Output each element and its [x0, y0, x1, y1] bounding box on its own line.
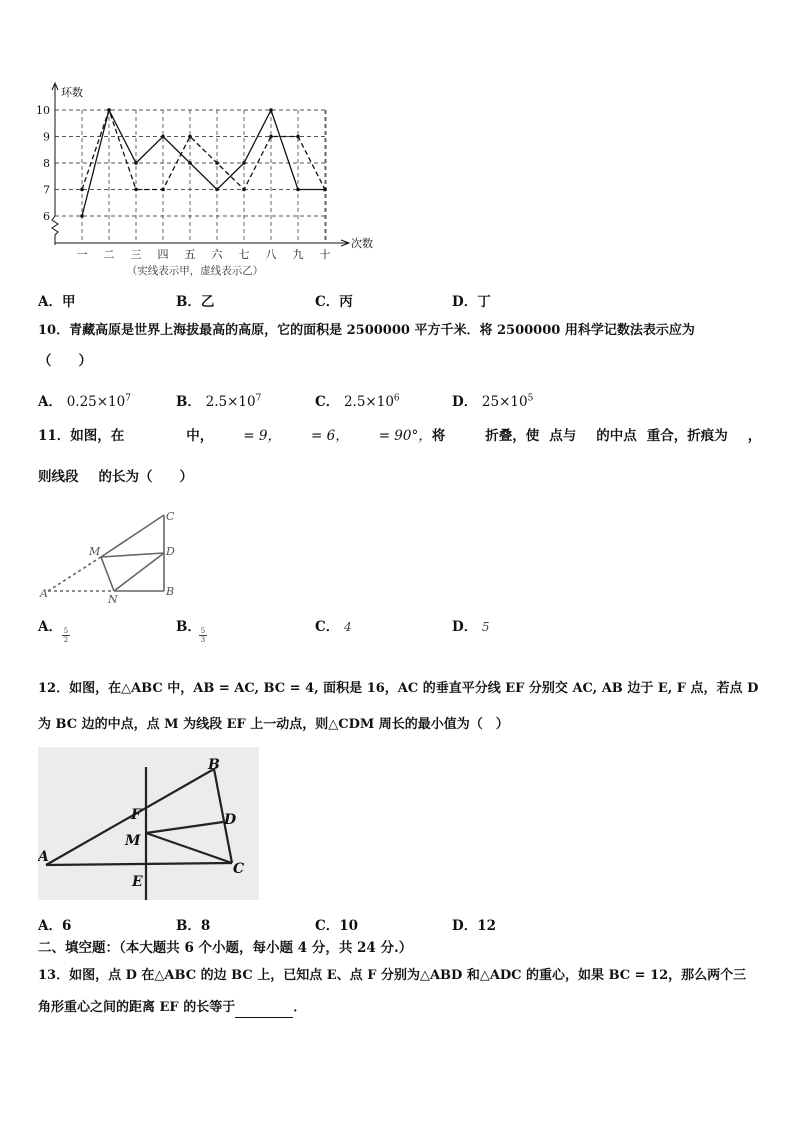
point-label-b: B: [208, 757, 220, 773]
q9-option-b[interactable]: [176, 290, 214, 310]
point-label-c: C: [233, 861, 245, 877]
data-point: [296, 135, 300, 139]
series-line-2: [82, 110, 325, 190]
x-tick-label: 四: [157, 248, 169, 261]
q12-option-c[interactable]: [315, 914, 358, 934]
data-point: [80, 188, 84, 192]
segment-cm: [101, 515, 164, 557]
q13-text: 角形重心之间的距离 EF 的长等于: [38, 1000, 236, 1015]
data-point: [215, 188, 219, 192]
q11-option-b-fraction: [199, 627, 207, 644]
option-text: 2.5×10: [343, 394, 394, 410]
option-text: 5: [481, 620, 490, 634]
fraction-denominator: 3: [200, 636, 206, 644]
q10-option-d[interactable]: [452, 390, 533, 410]
point-label-m: M: [125, 833, 141, 849]
option-exponent: 7: [125, 393, 131, 404]
q11-text: 中，: [186, 428, 214, 444]
option-letter: A．: [38, 619, 62, 635]
data-point: [134, 161, 138, 165]
point-label-a: A: [40, 587, 48, 600]
segment-md: [101, 553, 164, 557]
q11-text: 的中点: [596, 428, 637, 444]
option-text: 0.25×10: [66, 394, 126, 410]
section-title: 二、填空题：（本大题共 6 个小题，每小题 4 分，共 24 分.）: [38, 940, 413, 956]
data-point: [134, 188, 138, 192]
point-label-d: D: [224, 812, 237, 828]
data-point: [323, 188, 327, 192]
q11-math: = 6，: [311, 428, 349, 444]
q10-option-b[interactable]: [176, 390, 261, 410]
segment-am-dashed: [48, 557, 101, 591]
option-letter: C．: [315, 619, 340, 635]
q11-option-a[interactable]: [38, 615, 62, 635]
option-text: 2.5×10: [205, 394, 256, 410]
segment-ac: [46, 863, 232, 865]
option-text: 12: [477, 918, 497, 934]
x-tick-label: 三: [130, 248, 142, 261]
x-tick-label: 八: [265, 248, 277, 261]
segment-md: [146, 822, 223, 833]
data-point: [161, 188, 165, 192]
y-tick-label: 9: [43, 130, 50, 144]
q13-stem-line2: [38, 998, 306, 1018]
data-point: [107, 108, 111, 112]
q11-math: = 9，: [243, 428, 281, 444]
option-letter: A．: [38, 918, 62, 934]
option-text: 8: [200, 918, 211, 934]
option-text: 丙: [339, 294, 353, 310]
option-letter: D．: [452, 394, 478, 410]
point-label-f: F: [131, 807, 141, 823]
data-point: [215, 161, 219, 165]
q11-text: 重合，折痕为: [646, 428, 728, 444]
option-exponent: 7: [255, 393, 262, 404]
option-exponent: 5: [527, 393, 534, 404]
option-text: 10: [339, 918, 359, 934]
x-tick-label: 六: [211, 248, 223, 261]
x-tick-label: 五: [184, 248, 196, 261]
option-text: 4: [343, 620, 352, 634]
q11-math: = 90°，: [378, 428, 432, 444]
q10-option-c[interactable]: [315, 390, 400, 410]
option-letter: C．: [315, 918, 340, 934]
q9-option-d[interactable]: [452, 290, 491, 310]
q10-paren: （ ）: [38, 353, 92, 369]
q11-text: 则线段: [38, 469, 79, 485]
line-chart: [30, 80, 390, 280]
data-point: [269, 108, 273, 112]
q11-text: 11．如图，在: [38, 428, 125, 444]
option-letter: D．: [452, 294, 478, 310]
q11-stem-line2: [38, 467, 193, 487]
option-letter: D．: [452, 619, 478, 635]
q11-text: 将: [431, 428, 446, 444]
data-point: [188, 161, 192, 165]
q11-option-b[interactable]: [176, 615, 201, 635]
q12-option-d[interactable]: [452, 914, 496, 934]
option-letter: B．: [176, 918, 201, 934]
q13-stem-line1: 13．如图，点 D 在△ABC 的边 BC 上，已知点 E、点 F 分别为△ABD 和△ADC 的重心，如果 BC = 12，那么两个三: [38, 968, 747, 983]
fraction-numerator: 5: [63, 627, 69, 635]
segment-mc: [146, 833, 232, 863]
option-letter: B．: [176, 394, 201, 410]
segment-mn: [101, 557, 114, 591]
option-text: 丁: [477, 294, 491, 310]
chart-caption: （实线表示甲，虚线表示乙）: [126, 265, 264, 277]
q10-stem: 10．青藏高原是世界上海拔最高的高原，它的面积是 2500000 平方千米．将 2500000 用科学记数法表示应为: [38, 323, 695, 338]
data-point: [296, 188, 300, 192]
point-label-e: E: [132, 874, 143, 890]
q11-stem-line1: [38, 426, 761, 446]
option-text: 乙: [200, 294, 215, 310]
data-point: [80, 214, 84, 218]
option-letter: A．: [38, 394, 62, 410]
q10-option-a[interactable]: [38, 390, 131, 410]
axis-break: [52, 216, 58, 245]
data-point: [242, 188, 246, 192]
x-tick-label: 一: [76, 248, 88, 261]
q11-text: 的长为（ ）: [98, 469, 193, 485]
answer-blank[interactable]: [235, 1003, 293, 1018]
q11-option-d[interactable]: [452, 615, 490, 635]
q11-text: 折叠，使: [485, 428, 540, 444]
option-letter: C．: [315, 394, 340, 410]
fraction-numerator: 5: [200, 627, 206, 635]
x-axis-label: 次数: [351, 237, 373, 250]
data-point: [242, 161, 246, 165]
fraction-denominator: 2: [63, 636, 69, 644]
q9-option-a[interactable]: [38, 290, 75, 310]
point-label-n: N: [108, 593, 118, 605]
x-tick-label: 七: [238, 248, 250, 261]
y-axis-label: 环数: [61, 86, 83, 99]
q11-text: 点与: [549, 428, 577, 444]
x-tick-label: 九: [292, 248, 304, 261]
option-text: 甲: [61, 294, 76, 310]
q11-option-a-fraction: [62, 627, 70, 644]
point-label-c: C: [166, 510, 175, 523]
segment-nd: [114, 553, 164, 591]
data-point: [269, 135, 273, 139]
x-tick-label: 十: [319, 248, 331, 261]
option-exponent: 6: [393, 393, 400, 404]
option-letter: C．: [315, 294, 340, 310]
q12-figure-photo: [38, 747, 259, 900]
x-tick-label: 二: [103, 248, 115, 261]
segment-ab: [46, 769, 214, 865]
q12-stem-line1: 12．如图，在△ABC 中，AB = AC, BC = 4, 面积是 16，AC 的垂直平分线 EF 分别交 AC, AB 边于 E, F 点，若点 D: [38, 681, 759, 696]
point-label-d: D: [166, 545, 175, 558]
q12-option-a[interactable]: [38, 914, 71, 934]
y-tick-label: 8: [43, 157, 50, 170]
point-label-a: A: [38, 849, 49, 865]
q12-option-b[interactable]: [176, 914, 210, 934]
y-tick-label: 10: [36, 104, 50, 117]
option-letter: B．: [176, 619, 201, 635]
data-point: [188, 135, 192, 139]
y-tick-label: 6: [43, 210, 50, 223]
option-text: 6: [61, 918, 72, 934]
q13-text: ．: [293, 1000, 307, 1015]
option-text: 25×10: [481, 394, 528, 410]
option-letter: B．: [176, 294, 201, 310]
y-tick-label: 7: [43, 183, 50, 197]
point-label-m: M: [89, 545, 101, 558]
q9-option-c[interactable]: [315, 290, 353, 310]
q11-figure: [38, 505, 188, 605]
option-letter: D．: [452, 918, 478, 934]
q11-text: ，: [747, 428, 762, 444]
q12-stem-line2: 为 BC 边的中点，点 M 为线段 EF 上一动点，则△CDM 周长的最小值为（ ）: [38, 717, 509, 732]
data-point: [161, 135, 165, 139]
q11-option-c[interactable]: [315, 615, 352, 635]
option-letter: A．: [38, 294, 62, 310]
point-label-b: B: [166, 585, 175, 598]
